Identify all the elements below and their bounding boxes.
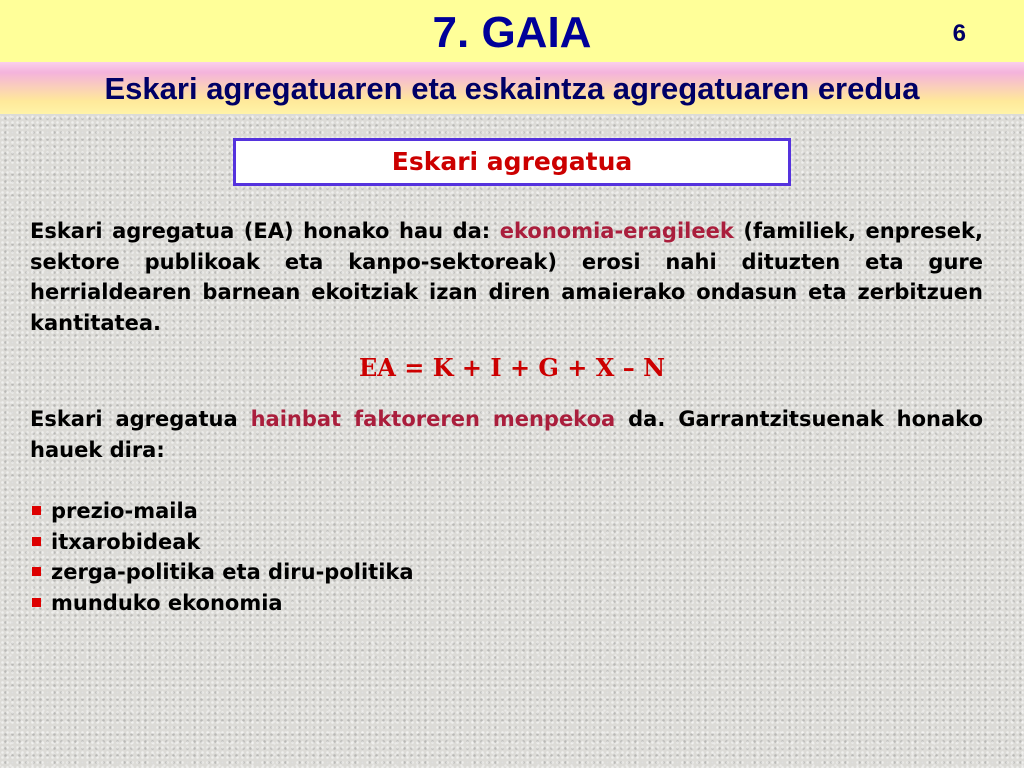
definition-lead: Eskari agregatua (EA) honako hau da: (30, 219, 491, 243)
bullet-square-icon (32, 598, 41, 607)
section-heading: Eskari agregatua (391, 147, 633, 176)
factor-list (30, 496, 414, 618)
list-item-label: munduko ekonomia (51, 590, 283, 615)
page-number: 6 (952, 20, 966, 47)
slide-title: 7. GAIA (432, 8, 592, 57)
list-item (30, 496, 414, 527)
list-item-label: prezio-maila (51, 499, 198, 523)
bullet-square-icon (32, 567, 41, 576)
factors-paragraph (30, 404, 983, 465)
list-item (30, 527, 414, 558)
factors-lead: Eskari agregatua (30, 407, 238, 431)
list-item-label: itxarobideak (51, 529, 201, 554)
factors-rest: da. Garrantzitsuenak honako hauek dira: (30, 407, 984, 462)
definition-rest: (familiek, enpresek, sektore publikoak eta kanpo-sektoreak) erosi nahi dituzten eta gure herrialdearen barnean ekoitziak izan diren amaierako ondasun eta zerbitzuen kantitatea. (30, 219, 983, 335)
section-heading-box (233, 138, 791, 186)
list-item-label: zerga-politika eta diru-politika (51, 560, 414, 584)
title-bar (0, 0, 1024, 62)
bullet-square-icon (32, 506, 41, 515)
list-item (30, 588, 414, 619)
formula: EA = K + I + G + X – N (358, 353, 666, 382)
factors-highlight: hainbat faktoreren menpekoa (250, 407, 616, 431)
list-item (30, 557, 414, 588)
definition-highlight: ekonomia-eragileek (499, 219, 734, 243)
subtitle-bar (0, 62, 1024, 114)
slide-subtitle: Eskari agregatuaren eta eskaintza agregatuaren eredua (104, 71, 920, 106)
definition-paragraph (30, 216, 983, 338)
bullet-square-icon (32, 537, 41, 546)
